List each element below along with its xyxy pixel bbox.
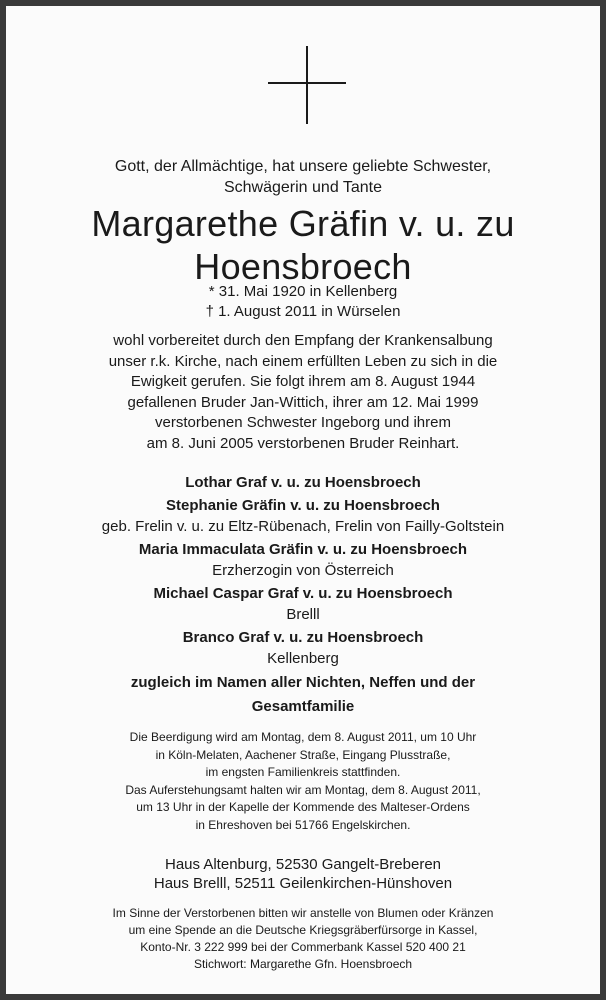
body-line: gefallenen Bruder Jan-Wittich, ihrer am 12. Mai 1999 — [127, 393, 479, 411]
funeral-details — [6, 729, 600, 834]
name-line: Margarethe Gräfin v. u. zu — [91, 203, 515, 244]
intro-text — [6, 156, 600, 198]
closing-line: zugleich im Namen aller Nichten, Neffen und der — [130, 674, 476, 691]
intro-line: Gott, der Allmächtige, hat unsere geliebte Schwester, — [114, 158, 492, 175]
relative-name: Stephanie Gräfin v. u. zu Hoensbroech — [166, 497, 440, 514]
relative-name: Maria Immaculata Gräfin v. u. zu Hoensbroech — [138, 541, 468, 558]
addresses — [6, 855, 600, 893]
obituary-notice — [6, 6, 600, 994]
body-line: Ewigkeit gerufen. Sie folgt ihrem am 8. August 1944 — [130, 373, 476, 390]
relative-subtitle: Erzherzogin von Österreich — [212, 562, 394, 579]
death-date: † 1. August 2011 in Würselen — [205, 303, 401, 320]
funeral-line: Das Auferstehungsamt halten wir am Montag, dem 8. August 2011, — [125, 782, 481, 797]
address-line: Haus Brelll, 52511 Geilenkirchen-Hünshoven — [153, 875, 453, 892]
body-line: unser r.k. Kirche, nach einem erfüllten Leben zu sich in die — [108, 352, 498, 370]
body-line: verstorbenen Schwester Ingeborg und ihrem — [154, 414, 451, 431]
intro-line: Schwägerin und Tante — [223, 179, 383, 196]
closing-line: Gesamtfamilie — [251, 698, 355, 715]
relative-subtitle: Kellenberg — [267, 650, 339, 667]
donation-line: um eine Spende an die Deutsche Kriegsgräberfürsorge in Kassel, — [128, 923, 478, 937]
funeral-line: in Köln-Melaten, Aachener Straße, Eingang Plusstraße, — [155, 747, 451, 762]
relative-name: Lothar Graf v. u. zu Hoensbroech — [185, 474, 421, 491]
cross-icon — [268, 46, 346, 124]
relative-name: Branco Graf v. u. zu Hoensbroech — [182, 629, 424, 646]
body-line: wohl vorbereitet durch den Empfang der Krankensalbung — [113, 332, 493, 349]
relatives-list — [6, 471, 600, 717]
donation-line: Konto-Nr. 3 222 999 bei der Commerbank Kassel 520 400 21 — [140, 940, 466, 954]
deceased-name — [6, 202, 600, 288]
life-dates — [6, 282, 600, 322]
body-line: am 8. Juni 2005 verstorbenen Bruder Reinhart. — [146, 434, 460, 452]
address-line: Haus Altenburg, 52530 Gangelt-Breberen — [164, 856, 442, 873]
donation-line: Im Sinne der Verstorbenen bitten wir anstelle von Blumen oder Kränzen — [112, 906, 494, 920]
body-text — [6, 331, 600, 454]
relative-name: Michael Caspar Graf v. u. zu Hoensbroech — [153, 585, 453, 602]
donation-line: Stichwort: Margarethe Gfn. Hoensbroech — [193, 957, 413, 971]
birth-date: * 31. Mai 1920 in Kellenberg — [208, 283, 398, 300]
relative-subtitle: Brelll — [286, 606, 320, 623]
relative-subtitle: geb. Frelin v. u. zu Eltz-Rübenach, Frelin von Failly-Goltstein — [101, 518, 505, 535]
funeral-line: in Ehreshoven bei 51766 Engelskirchen. — [195, 817, 411, 832]
donation-request — [6, 905, 600, 973]
funeral-line: Die Beerdigung wird am Montag, dem 8. August 2011, um 10 Uhr — [129, 730, 477, 744]
name-line: Hoensbroech — [194, 246, 412, 287]
funeral-line: im engsten Familienkreis stattfinden. — [205, 765, 401, 779]
funeral-line: um 13 Uhr in der Kapelle der Kommende des Malteser-Ordens — [136, 800, 470, 814]
